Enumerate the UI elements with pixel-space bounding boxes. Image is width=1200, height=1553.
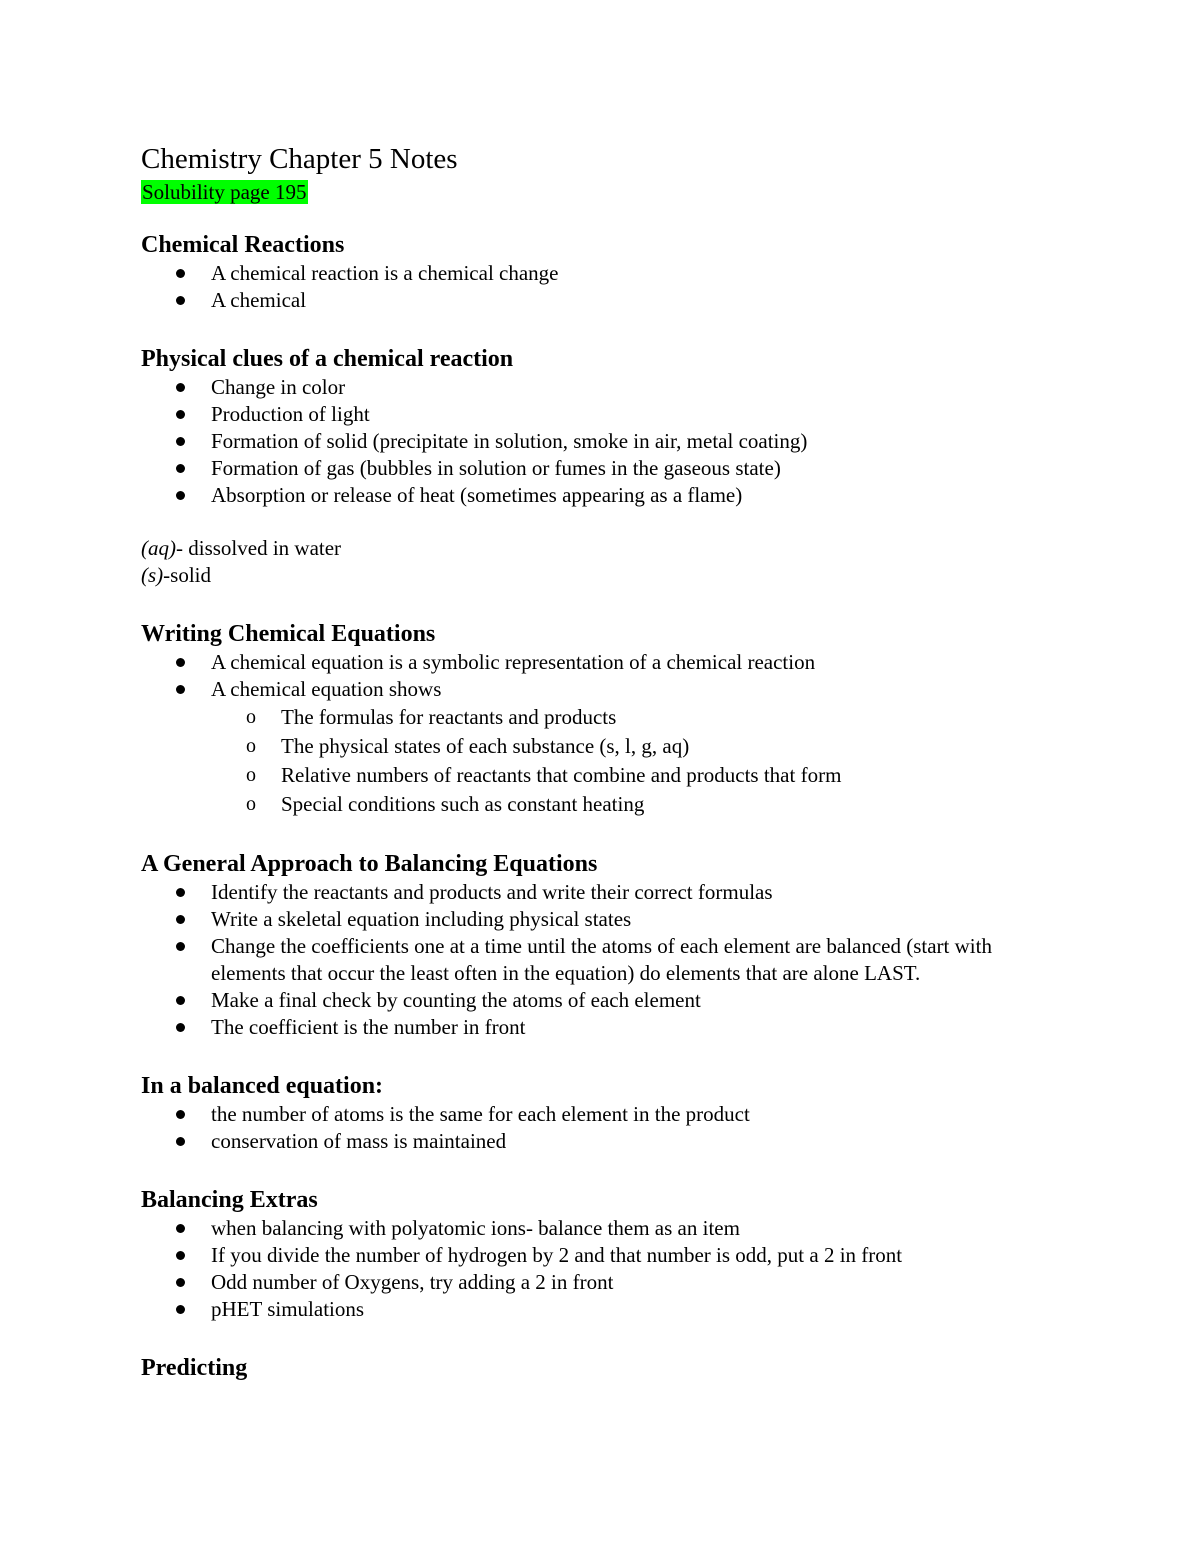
- bullet-icon: [176, 1251, 185, 1260]
- list-item: [141, 287, 1061, 314]
- state-description: - dissolved in water: [176, 536, 342, 560]
- list-item: [141, 374, 1061, 401]
- list-item-text: Make a final check by counting the atoms of each element: [211, 988, 701, 1012]
- list-item-text: Change in color: [211, 375, 346, 399]
- list-item-text: Absorption or release of heat (sometimes appearing as a flame): [211, 483, 743, 507]
- list-item: [141, 649, 1061, 676]
- list-item: [141, 1014, 1061, 1041]
- list-item: [141, 1269, 1061, 1296]
- circle-bullet-icon: o: [246, 735, 256, 757]
- state-symbols: [141, 535, 1061, 589]
- bullet-icon: [176, 658, 185, 667]
- section-physical-clues: [141, 344, 1061, 509]
- bullet-icon: [176, 1224, 185, 1233]
- section-balancing-extras: [141, 1185, 1061, 1323]
- bullet-list: [141, 260, 1061, 314]
- section-heading: Physical clues of a chemical reaction: [141, 346, 514, 372]
- bullet-icon: [176, 410, 185, 419]
- section-heading: Predicting: [141, 1355, 248, 1381]
- highlight-text: Solubility page 195: [142, 180, 307, 204]
- bullet-icon: [176, 1110, 185, 1119]
- highlighted-reference: [141, 178, 1061, 206]
- list-item-text: the number of atoms is the same for each element in the product: [211, 1102, 750, 1126]
- state-aq: [141, 535, 1061, 562]
- bullet-icon: [176, 1278, 185, 1287]
- bullet-icon: [176, 296, 185, 305]
- section-general-approach: [141, 849, 1061, 1041]
- bullet-icon: [176, 942, 185, 951]
- bullet-icon: [176, 915, 185, 924]
- list-item-text: Write a skeletal equation including physical states: [211, 907, 632, 931]
- state-s: [141, 562, 1061, 589]
- list-item: [141, 879, 1061, 906]
- list-item: [141, 1101, 1061, 1128]
- list-item: [141, 676, 1061, 703]
- list-item-text: Formation of gas (bubbles in solution or fumes in the gaseous state): [211, 456, 781, 480]
- section-heading: Balancing Extras: [141, 1187, 318, 1213]
- list-item-text: Identify the reactants and products and write their correct formulas: [211, 880, 773, 904]
- list-item: [141, 455, 1061, 482]
- list-item-text: A chemical equation shows: [211, 677, 442, 701]
- list-item: [141, 1296, 1061, 1323]
- document-page: [141, 140, 1061, 1383]
- bullet-icon: [176, 685, 185, 694]
- list-item-text: Change the coefficients one at a time until the atoms of each element are balanced (start with elements that occur the least often in the equation) do elements that are alone LAST.: [211, 934, 992, 985]
- sub-list-item: [141, 761, 1061, 790]
- section-balanced-equation: [141, 1071, 1061, 1155]
- section-heading: Chemical Reactions: [141, 232, 345, 258]
- list-item: [141, 987, 1061, 1014]
- circle-bullet-icon: o: [246, 706, 256, 728]
- section-heading: Writing Chemical Equations: [141, 621, 436, 647]
- list-item-text: A chemical reaction is a chemical change: [211, 261, 559, 285]
- bullet-icon: [176, 996, 185, 1005]
- circle-bullet-icon: o: [246, 764, 256, 786]
- sub-list-item-text: The formulas for reactants and products: [281, 705, 617, 729]
- page-title: Chemistry Chapter 5 Notes: [141, 143, 458, 175]
- list-item-text: A chemical equation is a symbolic representation of a chemical reaction: [211, 650, 816, 674]
- bullet-icon: [176, 269, 185, 278]
- section-chemical-reactions: [141, 230, 1061, 314]
- list-item: [141, 1242, 1061, 1269]
- list-item: [141, 933, 1061, 987]
- list-item-text: A chemical: [211, 288, 307, 312]
- state-symbol: (s): [141, 563, 164, 587]
- list-item-text: If you divide the number of hydrogen by 2 and that number is odd, put a 2 in front: [211, 1243, 903, 1267]
- list-item-text: The coefficient is the number in front: [211, 1015, 526, 1039]
- section-predicting: [141, 1353, 1061, 1383]
- bullet-icon: [176, 1305, 185, 1314]
- list-item-text: pHET simulations: [211, 1297, 365, 1321]
- bullet-icon: [176, 464, 185, 473]
- section-heading: In a balanced equation:: [141, 1073, 384, 1099]
- circle-bullet-icon: o: [246, 793, 256, 815]
- section-heading: A General Approach to Balancing Equations: [141, 851, 598, 877]
- list-item-text: conservation of mass is maintained: [211, 1129, 507, 1153]
- sub-list-item-text: The physical states of each substance (s, l, g, aq): [281, 734, 690, 758]
- state-description: -solid: [163, 563, 212, 587]
- list-item: [141, 1215, 1061, 1242]
- state-symbol: (aq): [141, 536, 176, 560]
- list-item-text: Formation of solid (precipitate in solution, smoke in air, metal coating): [211, 429, 808, 453]
- list-item: [141, 401, 1061, 428]
- list-item: [141, 428, 1061, 455]
- sub-list-item-text: Relative numbers of reactants that combine and products that form: [281, 763, 842, 787]
- sub-list-item-text: Special conditions such as constant heating: [281, 792, 645, 816]
- list-item-text: when balancing with polyatomic ions- balance them as an item: [211, 1216, 740, 1240]
- list-item-text: Production of light: [211, 402, 370, 426]
- sub-list-item: [141, 703, 1061, 732]
- bullet-icon: [176, 491, 185, 500]
- bullet-list: [141, 879, 1061, 1041]
- list-item: [141, 482, 1061, 509]
- bullet-icon: [176, 383, 185, 392]
- bullet-icon: [176, 1137, 185, 1146]
- bullet-icon: [176, 1023, 185, 1032]
- bullet-list: [141, 1215, 1061, 1323]
- bullet-icon: [176, 888, 185, 897]
- list-item: [141, 1128, 1061, 1155]
- list-item: [141, 906, 1061, 933]
- sub-list-item: [141, 790, 1061, 819]
- bullet-list: [141, 649, 1061, 703]
- sub-bullet-list: [141, 703, 1061, 819]
- section-writing-equations: [141, 619, 1061, 819]
- list-item-text: Odd number of Oxygens, try adding a 2 in front: [211, 1270, 614, 1294]
- list-item: [141, 260, 1061, 287]
- sub-list-item: [141, 732, 1061, 761]
- bullet-icon: [176, 437, 185, 446]
- bullet-list: [141, 374, 1061, 509]
- bullet-list: [141, 1101, 1061, 1155]
